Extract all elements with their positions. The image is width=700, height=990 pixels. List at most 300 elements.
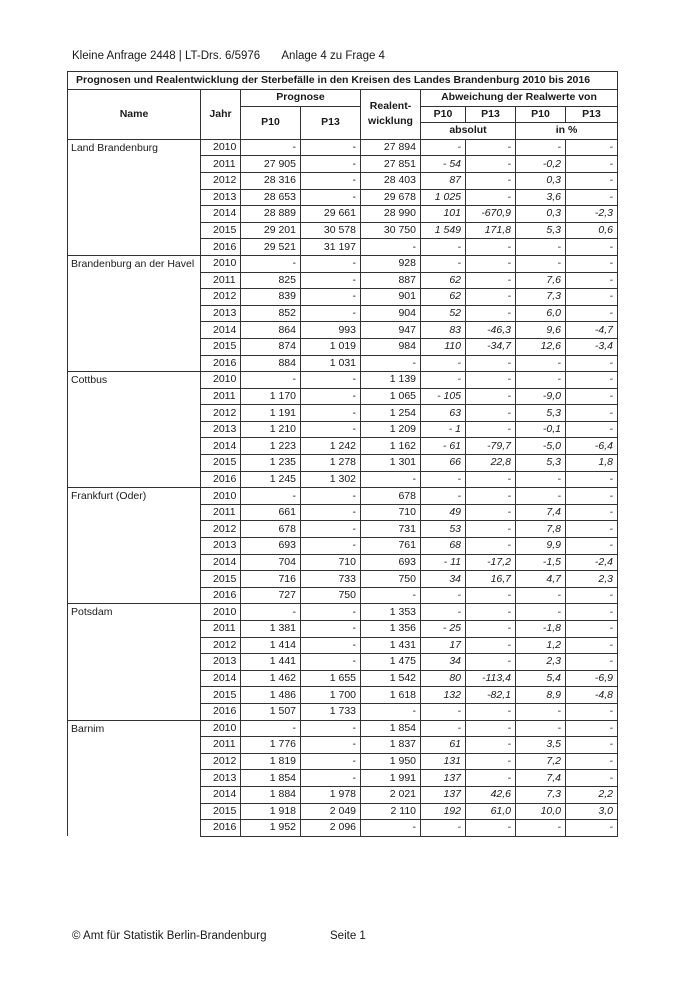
prognose-p13-cell: -	[301, 488, 361, 505]
prognose-p13-cell: -	[301, 405, 361, 422]
real-cell: -	[361, 703, 421, 720]
year-cell: 2014	[201, 670, 241, 687]
abw-abs-p13-cell: -	[466, 471, 516, 488]
abw-pct-p13-cell: -	[566, 753, 618, 770]
abw-abs-p13-cell: 16,7	[466, 571, 516, 588]
year-cell: 2014	[201, 786, 241, 803]
abw-abs-p13-cell: -	[466, 488, 516, 505]
abw-pct-p10-cell: 9,6	[516, 322, 566, 339]
abw-pct-p10-cell: 8,9	[516, 687, 566, 704]
region-name: Frankfurt (Oder)	[68, 488, 201, 604]
year-cell: 2011	[201, 737, 241, 754]
abw-pct-p10-cell: 12,6	[516, 338, 566, 355]
real-cell: -	[361, 239, 421, 256]
prognose-p13-cell: -	[301, 521, 361, 538]
abw-pct-p10-cell: -	[516, 255, 566, 272]
prognose-p13-cell: -	[301, 737, 361, 754]
prognose-p13-cell: -	[301, 289, 361, 306]
real-cell: 1 950	[361, 753, 421, 770]
abw-abs-p10-cell: 101	[421, 206, 466, 223]
prognose-p10-cell: -	[241, 488, 301, 505]
abw-abs-p13-cell: -	[466, 604, 516, 621]
abw-abs-p13-cell: -	[466, 737, 516, 754]
abw-pct-p13-cell: -	[566, 172, 618, 189]
abw-abs-p13-cell: -	[466, 239, 516, 256]
year-cell: 2010	[201, 139, 241, 156]
statistics-table	[67, 71, 618, 837]
prognose-p13-cell: 750	[301, 587, 361, 604]
abw-abs-p10-cell: 83	[421, 322, 466, 339]
abw-abs-p10-cell: 137	[421, 770, 466, 787]
year-cell: 2010	[201, 720, 241, 737]
abw-pct-p13-cell: -	[566, 255, 618, 272]
real-cell: 1 475	[361, 654, 421, 671]
year-cell: 2011	[201, 272, 241, 289]
prognose-p10-cell: 1 507	[241, 703, 301, 720]
abw-pct-p10-cell: -1,8	[516, 621, 566, 638]
abw-pct-p10-cell: 7,4	[516, 504, 566, 521]
year-cell: 2013	[201, 654, 241, 671]
region-name: Barnim	[68, 720, 201, 836]
abw-abs-p10-cell: 192	[421, 803, 466, 820]
prognose-p10-cell: 28 316	[241, 172, 301, 189]
abw-pct-p13-cell: -	[566, 355, 618, 372]
prognose-p13-cell: -	[301, 538, 361, 555]
table-row	[68, 488, 618, 505]
prognose-p10-cell: 884	[241, 355, 301, 372]
abw-pct-p13-cell: -	[566, 504, 618, 521]
abw-pct-p10-cell: -	[516, 720, 566, 737]
abw-abs-p10-cell: - 105	[421, 388, 466, 405]
abw-abs-p13-cell: -	[466, 504, 516, 521]
abw-pct-p13-cell: -	[566, 820, 618, 837]
abw-pct-p13-cell: -	[566, 305, 618, 322]
abw-abs-p13-cell: -	[466, 289, 516, 306]
col-abw-p10-abs-header: P10	[421, 106, 466, 123]
year-cell: 2012	[201, 405, 241, 422]
prognose-p13-cell: 733	[301, 571, 361, 588]
abw-pct-p13-cell: -	[566, 720, 618, 737]
abw-abs-p13-cell: -	[466, 720, 516, 737]
abw-abs-p13-cell: -	[466, 305, 516, 322]
table-row	[68, 139, 618, 156]
abw-abs-p13-cell: 61,0	[466, 803, 516, 820]
prognose-p13-cell: -	[301, 156, 361, 173]
real-cell: 1 162	[361, 438, 421, 455]
real-cell: 1 618	[361, 687, 421, 704]
abw-abs-p13-cell: -	[466, 372, 516, 389]
abw-abs-p10-cell: -	[421, 488, 466, 505]
year-cell: 2010	[201, 488, 241, 505]
real-cell: 1 837	[361, 737, 421, 754]
real-cell: 1 254	[361, 405, 421, 422]
abw-pct-p13-cell: -	[566, 521, 618, 538]
abw-pct-p10-cell: -	[516, 239, 566, 256]
real-cell: 693	[361, 554, 421, 571]
abw-abs-p10-cell: 80	[421, 670, 466, 687]
prognose-p13-cell: -	[301, 504, 361, 521]
abw-abs-p10-cell: 62	[421, 289, 466, 306]
prognose-p10-cell: 1 170	[241, 388, 301, 405]
prognose-p13-cell: -	[301, 305, 361, 322]
abw-abs-p10-cell: -	[421, 720, 466, 737]
col-jahr-header: Jahr	[201, 90, 241, 140]
real-cell: 2 021	[361, 786, 421, 803]
year-cell: 2014	[201, 322, 241, 339]
prognose-p13-cell: -	[301, 255, 361, 272]
year-cell: 2014	[201, 554, 241, 571]
abw-pct-p13-cell: -	[566, 388, 618, 405]
abw-abs-p10-cell: 68	[421, 538, 466, 555]
prognose-p13-cell: 31 197	[301, 239, 361, 256]
abw-pct-p10-cell: 0,3	[516, 206, 566, 223]
abw-abs-p13-cell: -	[466, 703, 516, 720]
prognose-p10-cell: 1 414	[241, 637, 301, 654]
abw-abs-p10-cell: - 1	[421, 421, 466, 438]
prognose-p10-cell: 1 819	[241, 753, 301, 770]
year-cell: 2016	[201, 820, 241, 837]
real-cell: 29 678	[361, 189, 421, 206]
real-cell: 984	[361, 338, 421, 355]
abw-pct-p10-cell: 7,6	[516, 272, 566, 289]
real-cell: 1 356	[361, 621, 421, 638]
abw-pct-p10-cell: -	[516, 471, 566, 488]
year-cell: 2012	[201, 289, 241, 306]
prognose-p10-cell: 29 201	[241, 222, 301, 239]
prognose-p10-cell: 1 486	[241, 687, 301, 704]
prognose-p13-cell: 2 096	[301, 820, 361, 837]
year-cell: 2013	[201, 305, 241, 322]
abw-abs-p13-cell: -	[466, 156, 516, 173]
abw-abs-p13-cell: -	[466, 405, 516, 422]
table-row	[68, 255, 618, 272]
abw-abs-p10-cell: 131	[421, 753, 466, 770]
year-cell: 2011	[201, 156, 241, 173]
abw-pct-p13-cell: 3,0	[566, 803, 618, 820]
prognose-p13-cell: -	[301, 189, 361, 206]
abw-pct-p13-cell: -	[566, 139, 618, 156]
abw-pct-p10-cell: 3,6	[516, 189, 566, 206]
abw-pct-p13-cell: -	[566, 538, 618, 555]
year-cell: 2012	[201, 753, 241, 770]
col-abw-p13-pct-header: P13	[566, 106, 618, 123]
abw-abs-p10-cell: -	[421, 255, 466, 272]
real-cell: 761	[361, 538, 421, 555]
col-name-header: Name	[68, 90, 201, 140]
abw-abs-p13-cell: -82,1	[466, 687, 516, 704]
abw-pct-p10-cell: -	[516, 587, 566, 604]
abw-pct-p10-cell: 9,9	[516, 538, 566, 555]
abw-pct-p13-cell: -	[566, 654, 618, 671]
abw-pct-p10-cell: 5,3	[516, 222, 566, 239]
abw-abs-p10-cell: -	[421, 239, 466, 256]
table-title: Prognosen und Realentwicklung der Sterbefälle in den Kreisen des Landes Brandenburg 2010 bis 2016	[68, 72, 618, 90]
abw-abs-p10-cell: 34	[421, 571, 466, 588]
abw-abs-p13-cell: -	[466, 753, 516, 770]
abw-abs-p10-cell: -	[421, 372, 466, 389]
prognose-p13-cell: 1 242	[301, 438, 361, 455]
prognose-p10-cell: -	[241, 372, 301, 389]
prognose-p13-cell: -	[301, 621, 361, 638]
abw-abs-p10-cell: - 61	[421, 438, 466, 455]
real-cell: 28 403	[361, 172, 421, 189]
real-cell: -	[361, 820, 421, 837]
year-cell: 2015	[201, 455, 241, 472]
real-cell: 1 991	[361, 770, 421, 787]
abw-pct-p10-cell: -1,5	[516, 554, 566, 571]
prognose-p10-cell: 693	[241, 538, 301, 555]
abw-abs-p13-cell: -	[466, 255, 516, 272]
prognose-p10-cell: 852	[241, 305, 301, 322]
abw-abs-p13-cell: -46,3	[466, 322, 516, 339]
real-cell: 1 854	[361, 720, 421, 737]
year-cell: 2015	[201, 222, 241, 239]
abw-abs-p10-cell: 53	[421, 521, 466, 538]
prognose-p13-cell: 30 578	[301, 222, 361, 239]
abw-pct-p13-cell: -	[566, 587, 618, 604]
prognose-p10-cell: 716	[241, 571, 301, 588]
abw-pct-p10-cell: 7,8	[516, 521, 566, 538]
abw-pct-p10-cell: 1,2	[516, 637, 566, 654]
abw-pct-p10-cell: -5,0	[516, 438, 566, 455]
abw-pct-p13-cell: -	[566, 289, 618, 306]
abw-abs-p13-cell: -34,7	[466, 338, 516, 355]
prognose-p13-cell: -	[301, 421, 361, 438]
col-abw-p10-pct-header: P10	[516, 106, 566, 123]
abw-abs-p13-cell: -	[466, 770, 516, 787]
abw-abs-p10-cell: 62	[421, 272, 466, 289]
prognose-p13-cell: -	[301, 604, 361, 621]
col-abweichung-header: Abweichung der Realwerte von	[421, 90, 618, 107]
abw-abs-p10-cell: - 11	[421, 554, 466, 571]
abw-abs-p10-cell: -	[421, 139, 466, 156]
year-cell: 2016	[201, 703, 241, 720]
abw-pct-p13-cell: -	[566, 621, 618, 638]
abw-abs-p13-cell: -	[466, 820, 516, 837]
prognose-p13-cell: -	[301, 654, 361, 671]
real-cell: 27 851	[361, 156, 421, 173]
abw-pct-p10-cell: 4,7	[516, 571, 566, 588]
abw-pct-p10-cell: -	[516, 139, 566, 156]
year-cell: 2013	[201, 189, 241, 206]
abw-pct-p13-cell: 2,2	[566, 786, 618, 803]
real-cell: 750	[361, 571, 421, 588]
abw-pct-p10-cell: 6,0	[516, 305, 566, 322]
abw-pct-p10-cell: -	[516, 604, 566, 621]
year-cell: 2013	[201, 770, 241, 787]
real-cell: 1 139	[361, 372, 421, 389]
abw-abs-p13-cell: -	[466, 172, 516, 189]
year-cell: 2015	[201, 571, 241, 588]
abw-abs-p10-cell: -	[421, 604, 466, 621]
real-cell: 904	[361, 305, 421, 322]
abw-pct-p10-cell: 5,3	[516, 455, 566, 472]
abw-abs-p10-cell: 110	[421, 338, 466, 355]
abw-pct-p10-cell: -	[516, 488, 566, 505]
year-cell: 2011	[201, 621, 241, 638]
real-cell: 731	[361, 521, 421, 538]
real-cell: 1 431	[361, 637, 421, 654]
prognose-p10-cell: 1 381	[241, 621, 301, 638]
prognose-p10-cell: 1 462	[241, 670, 301, 687]
abw-abs-p13-cell: -79,7	[466, 438, 516, 455]
table-body	[68, 139, 618, 836]
real-cell: 1 301	[361, 455, 421, 472]
abw-abs-p13-cell: -	[466, 139, 516, 156]
prognose-p13-cell: 1 700	[301, 687, 361, 704]
header-annex: Anlage 4 zu Frage 4	[281, 50, 385, 62]
abw-abs-p10-cell: 87	[421, 172, 466, 189]
prognose-p10-cell: -	[241, 255, 301, 272]
year-cell: 2013	[201, 538, 241, 555]
abw-abs-p13-cell: 22,8	[466, 455, 516, 472]
abw-pct-p13-cell: -	[566, 604, 618, 621]
prognose-p10-cell: 864	[241, 322, 301, 339]
col-real-header: Realent-wicklung	[361, 90, 421, 140]
abw-pct-p10-cell: -	[516, 703, 566, 720]
prognose-p13-cell: 993	[301, 322, 361, 339]
year-cell: 2012	[201, 172, 241, 189]
prognose-p10-cell: 661	[241, 504, 301, 521]
real-cell: -	[361, 587, 421, 604]
abw-pct-p10-cell: 2,3	[516, 654, 566, 671]
abw-pct-p10-cell: 7,2	[516, 753, 566, 770]
abw-pct-p13-cell: -6,9	[566, 670, 618, 687]
abw-abs-p10-cell: 49	[421, 504, 466, 521]
abw-abs-p13-cell: -17,2	[466, 554, 516, 571]
prognose-p10-cell: 28 889	[241, 206, 301, 223]
abw-pct-p10-cell: 3,5	[516, 737, 566, 754]
real-cell: 1 209	[361, 421, 421, 438]
abw-abs-p10-cell: -	[421, 471, 466, 488]
abw-pct-p10-cell: 7,4	[516, 770, 566, 787]
prognose-p10-cell: 1 223	[241, 438, 301, 455]
abw-pct-p13-cell: -	[566, 239, 618, 256]
year-cell: 2014	[201, 438, 241, 455]
real-cell: 1 353	[361, 604, 421, 621]
abw-pct-p10-cell: 5,3	[516, 405, 566, 422]
real-cell: 928	[361, 255, 421, 272]
abw-pct-p13-cell: -	[566, 703, 618, 720]
prognose-p13-cell: -	[301, 753, 361, 770]
abw-pct-p10-cell: -	[516, 820, 566, 837]
prognose-p10-cell: -	[241, 720, 301, 737]
abw-abs-p10-cell: -	[421, 703, 466, 720]
prognose-p13-cell: 29 661	[301, 206, 361, 223]
region-name: Cottbus	[68, 372, 201, 488]
prognose-p10-cell: 1 210	[241, 421, 301, 438]
abw-abs-p10-cell: 17	[421, 637, 466, 654]
prognose-p10-cell: 874	[241, 338, 301, 355]
prognose-p10-cell: 29 521	[241, 239, 301, 256]
col-absolut-header: absolut	[421, 123, 516, 140]
abw-pct-p10-cell: 5,4	[516, 670, 566, 687]
abw-abs-p13-cell: -	[466, 355, 516, 372]
prognose-p10-cell: 1 441	[241, 654, 301, 671]
abw-abs-p10-cell: 34	[421, 654, 466, 671]
year-cell: 2010	[201, 372, 241, 389]
prognose-p10-cell: 704	[241, 554, 301, 571]
abw-abs-p10-cell: - 25	[421, 621, 466, 638]
abw-abs-p13-cell: -113,4	[466, 670, 516, 687]
abw-abs-p13-cell: -	[466, 637, 516, 654]
prognose-p13-cell: 1 278	[301, 455, 361, 472]
abw-pct-p13-cell: -4,8	[566, 687, 618, 704]
header-reference: Kleine Anfrage 2448 | LT-Drs. 6/5976	[72, 50, 261, 62]
footer-copyright: © Amt für Statistik Berlin-Brandenburg	[72, 930, 267, 942]
prognose-p13-cell: -	[301, 172, 361, 189]
abw-abs-p13-cell: -	[466, 521, 516, 538]
abw-abs-p10-cell: -	[421, 355, 466, 372]
abw-pct-p13-cell: -	[566, 488, 618, 505]
abw-pct-p10-cell: 10,0	[516, 803, 566, 820]
abw-pct-p10-cell: -0,1	[516, 421, 566, 438]
year-cell: 2016	[201, 239, 241, 256]
year-cell: 2012	[201, 637, 241, 654]
prognose-p10-cell: 27 905	[241, 156, 301, 173]
abw-abs-p10-cell: -	[421, 820, 466, 837]
abw-pct-p13-cell: -2,3	[566, 206, 618, 223]
abw-abs-p13-cell: -	[466, 587, 516, 604]
year-cell: 2010	[201, 255, 241, 272]
year-cell: 2015	[201, 338, 241, 355]
year-cell: 2015	[201, 803, 241, 820]
year-cell: 2011	[201, 504, 241, 521]
prognose-p10-cell: 825	[241, 272, 301, 289]
real-cell: 678	[361, 488, 421, 505]
abw-pct-p13-cell: 0,6	[566, 222, 618, 239]
abw-abs-p13-cell: 171,8	[466, 222, 516, 239]
abw-pct-p10-cell: 7,3	[516, 786, 566, 803]
abw-abs-p13-cell: -	[466, 272, 516, 289]
real-cell: 1 542	[361, 670, 421, 687]
real-cell: 1 065	[361, 388, 421, 405]
document-footer	[72, 930, 366, 942]
table-row	[68, 720, 618, 737]
prognose-p10-cell: 1 235	[241, 455, 301, 472]
page-number: Seite 1	[330, 930, 366, 942]
abw-pct-p13-cell: -4,7	[566, 322, 618, 339]
col-p13-header: P13	[301, 106, 361, 139]
abw-pct-p13-cell: -	[566, 189, 618, 206]
abw-pct-p13-cell: -2,4	[566, 554, 618, 571]
col-prognose-header: Prognose	[241, 90, 361, 107]
abw-pct-p13-cell: -	[566, 737, 618, 754]
region-name: Land Brandenburg	[68, 139, 201, 255]
abw-abs-p10-cell: 66	[421, 455, 466, 472]
abw-abs-p10-cell: - 54	[421, 156, 466, 173]
prognose-p10-cell: 1 776	[241, 737, 301, 754]
year-cell: 2013	[201, 421, 241, 438]
year-cell: 2015	[201, 687, 241, 704]
table-row	[68, 372, 618, 389]
year-cell: 2012	[201, 521, 241, 538]
abw-pct-p13-cell: -	[566, 770, 618, 787]
prognose-p10-cell: 1 952	[241, 820, 301, 837]
real-cell: -	[361, 355, 421, 372]
abw-pct-p13-cell: 1,8	[566, 455, 618, 472]
prognose-p13-cell: 1 031	[301, 355, 361, 372]
prognose-p10-cell: 678	[241, 521, 301, 538]
abw-pct-p13-cell: -6,4	[566, 438, 618, 455]
abw-abs-p13-cell: -670,9	[466, 206, 516, 223]
abw-abs-p10-cell: 1 549	[421, 222, 466, 239]
abw-abs-p13-cell: -	[466, 189, 516, 206]
col-abw-p13-abs-header: P13	[466, 106, 516, 123]
abw-abs-p13-cell: -	[466, 538, 516, 555]
abw-abs-p10-cell: 63	[421, 405, 466, 422]
prognose-p13-cell: 1 019	[301, 338, 361, 355]
